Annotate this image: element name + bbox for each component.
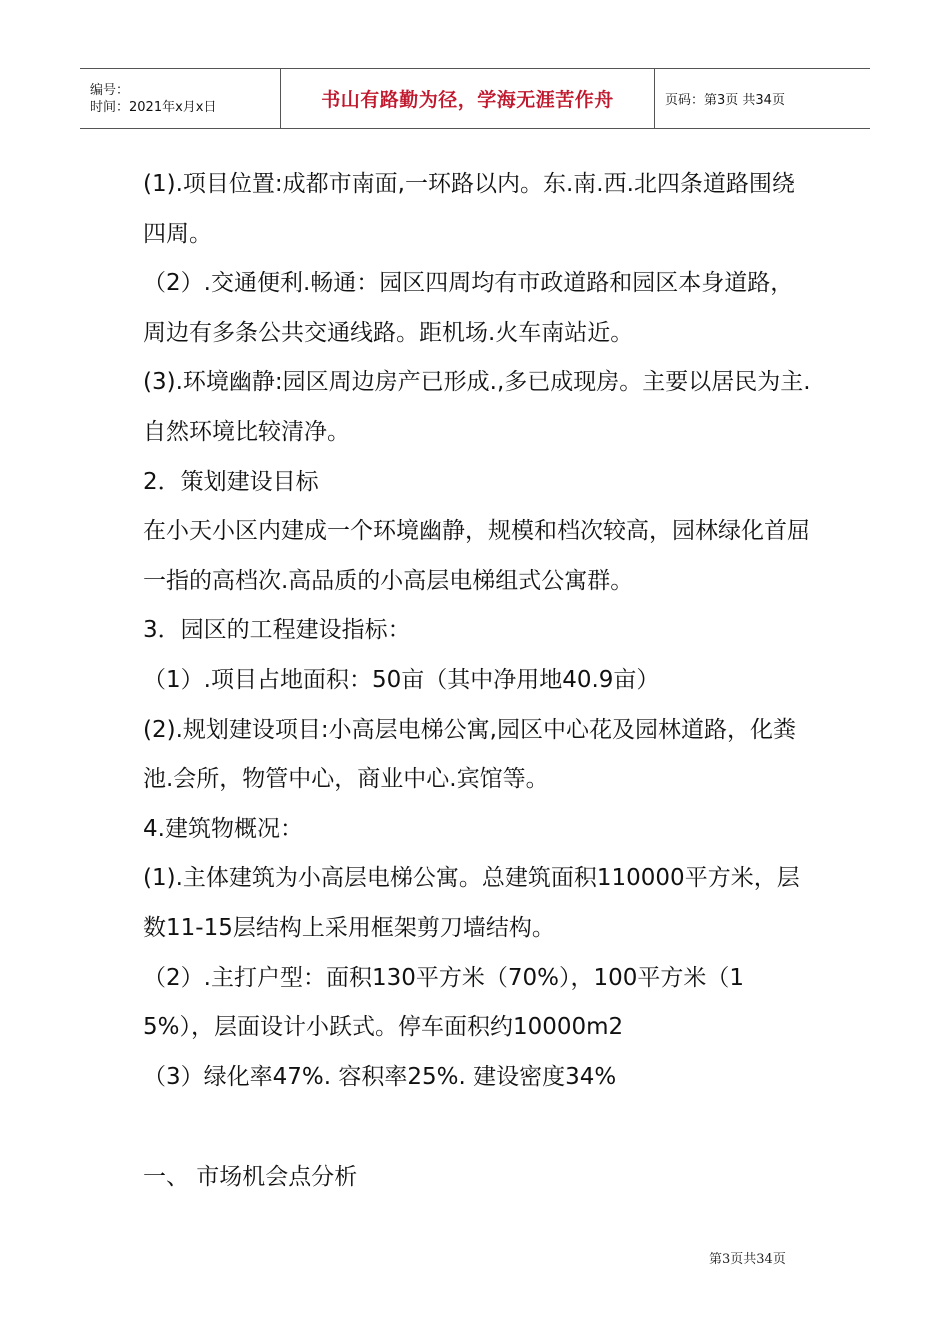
- heading-building-overview: 4.建筑物概况：: [143, 815, 303, 842]
- paragraph-unit-types: （2）.主打户型：面积130平方米（70%），100平方米（15%），层面设计小跃式。停车面积约10000m2: [143, 964, 744, 1041]
- header-meta: [80, 69, 281, 128]
- section-title-market-analysis: 一、 市场机会点分析: [143, 1164, 358, 1190]
- document-header: [80, 68, 870, 129]
- paragraph-main-building: (1).主体建筑为小高层电梯公寓。总建筑面积110000平方米，层数11-15层结构上采用框架剪刀墙结构。: [143, 865, 800, 941]
- paragraph-planning-goal: 在小天小区内建成一个环境幽静，规模和档次较高，园林绿化首屈一指的高档次.高品质的小高层电梯组式公寓群。: [143, 518, 810, 594]
- paragraph-green-ratio: （3）绿化率47%. 容积率25%. 建设密度34%: [143, 1063, 617, 1090]
- time-label: 时间：2021年x月x日: [90, 99, 217, 115]
- heading-engineering-indicators: 3．园区的工程建设指标：: [143, 617, 411, 644]
- document-body: [143, 160, 813, 1102]
- paragraph-environment: (3).环境幽静:园区周边房产已形成.,多已成现房。主要以居民为主.自然环境比较清净。: [143, 369, 811, 445]
- header-slogan: [281, 69, 655, 128]
- number-label: 编号：: [90, 82, 130, 98]
- page-label: 页码：第3页 共34页: [665, 93, 785, 108]
- heading-planning-goal: 2．策划建设目标: [143, 468, 319, 495]
- paragraph-transport: （2）.交通便利.畅通：园区四周均有市政道路和园区本身道路，周边有多条公共交通线路。距机场.火车南站近。: [143, 270, 794, 346]
- paragraph-planned-projects: (2).规划建设项目:小高层电梯公寓,园区中心花及园林道路，化粪池.会所，物管中心，商业中心.宾馆等。: [143, 716, 796, 793]
- paragraph-land-area: （1）.项目占地面积：50亩（其中净用地40.9亩）: [143, 666, 660, 693]
- paragraph-project-location: (1).项目位置:成都市南面,一环路以内。东.南.西.北四条道路围绕四周。: [143, 171, 795, 247]
- slogan-text: 书山有路勤为径，学海无涯苦作舟: [321, 89, 614, 111]
- page-footer: 第3页共34页: [709, 1252, 786, 1267]
- header-page: [655, 69, 870, 128]
